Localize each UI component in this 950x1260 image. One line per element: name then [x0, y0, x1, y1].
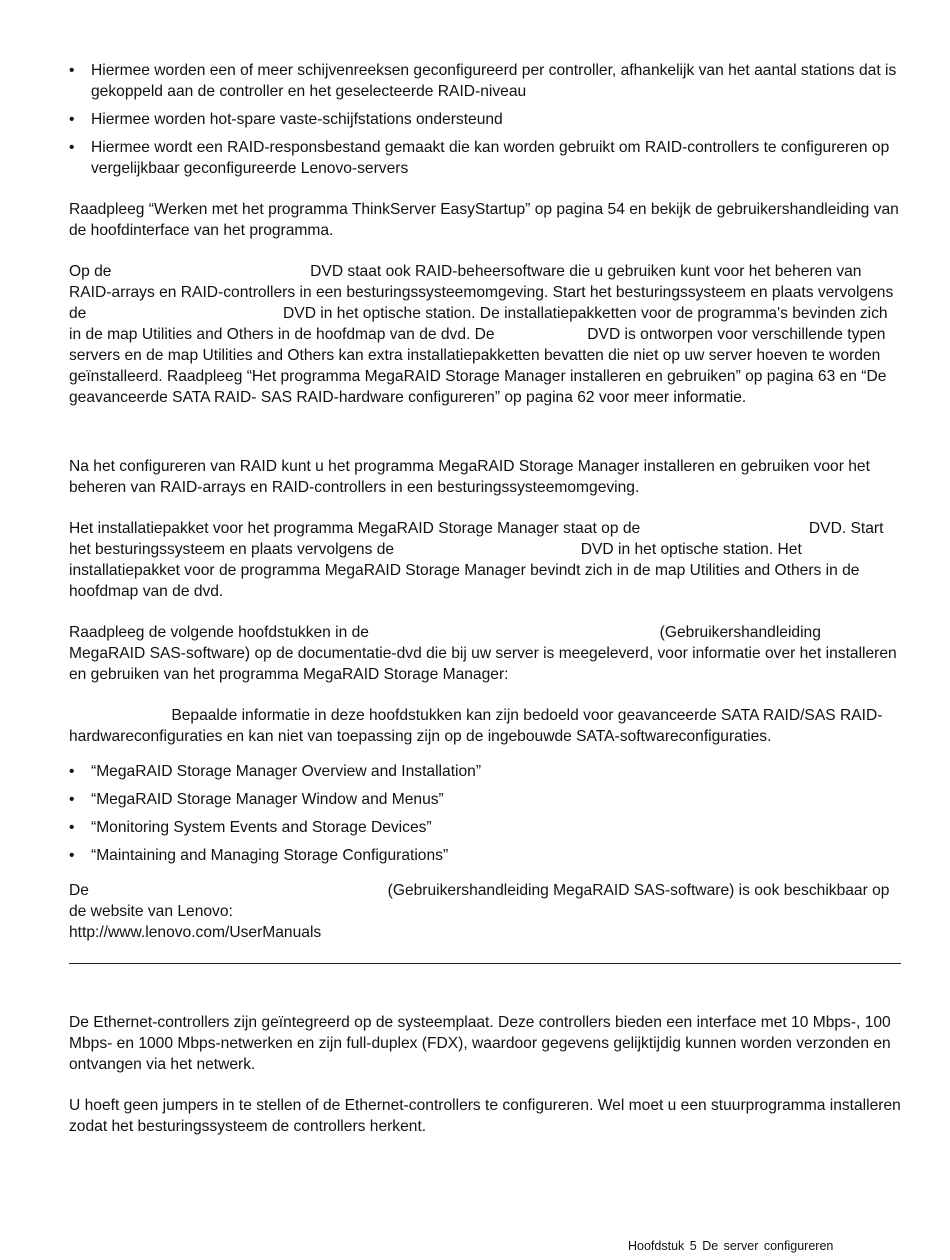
bullet-icon: •: [69, 819, 75, 836]
footer-title: De server configureren: [702, 1239, 834, 1253]
list-item: [69, 817, 901, 838]
user-manuals-url: http://www.lenovo.com/UserManuals: [69, 924, 322, 941]
list-item: [69, 109, 901, 130]
list-item: [69, 789, 901, 810]
list-item-text: “MegaRAID Storage Manager Overview and Installation”: [91, 763, 482, 780]
list-item-text: Hiermee worden hot-spare vaste-schijfstations ondersteund: [91, 111, 503, 128]
list-item-text: “Maintaining and Managing Storage Configurations”: [91, 847, 449, 864]
list-item: [69, 761, 901, 782]
bullet-icon: •: [69, 111, 75, 128]
bullet-icon: •: [69, 139, 75, 156]
list-item-text: “Monitoring System Events and Storage Devices”: [91, 819, 432, 836]
bullet-icon: •: [69, 62, 75, 79]
list-item-text: Hiermee worden een of meer schijvenreeksen geconfigureerd per controller, afhankelijk van het aantal stations dat is gekoppeld aan de controller en het geselecteerde RAID-niveau: [91, 62, 897, 100]
list-item-text: Hiermee wordt een RAID-responsbestand gemaakt die kan worden gebruikt om RAID-controllers te configureren op vergelijkbaar geconfigureerde Lenovo-servers: [91, 139, 890, 177]
intro-bullet-list: [69, 60, 901, 179]
section-divider: [69, 963, 901, 964]
paragraph-chapters-reference: Raadpleeg de volgende hoofdstukken in de (Gebruikershandleiding MegaRAID SAS-software) op de documentatie-dvd die bij uw server is meegeleverd, voor informatie over het installeren en gebruiken van het programma MegaRAID Storage Manager:: [69, 624, 897, 683]
paragraph-megaraid-intro: Na het configureren van RAID kunt u het programma MegaRAID Storage Manager installeren en gebruiken voor het beheren van RAID-arrays en RAID-controllers in een besturingssysteemomgeving.: [69, 458, 870, 496]
paragraph-raid-software: Op de DVD staat ook RAID-beheersoftware die u gebruiken kunt voor het beheren van RAID-arrays en RAID-controllers in een besturingssysteemomgeving. Start het besturingssysteem en plaats vervolgens de DVD in het optische station. De installatiepakketten voor de programma's bevinden zich in de map Utilities and Others in de hoofdmap van de dvd. De DVD is ontworpen voor verschillende typen servers en de map Utilities and Others kan extra installatiepakketten bevatten die niet op uw server hoeven te worden geïnstalleerd. Raadpleeg “Het programma MegaRAID Storage Manager installeren en gebruiken” op pagina 63 en “De geavanceerde SATA RAID- SAS RAID-hardware configureren” op pagina 62 voor meer informatie.: [69, 263, 894, 406]
bullet-icon: •: [69, 763, 75, 780]
page-footer: [628, 1238, 833, 1254]
document-page: [69, 60, 901, 1137]
paragraph-megaraid-package: Het installatiepakket voor het programma MegaRAID Storage Manager staat op de DVD. Start het besturingssysteem en plaats vervolgens de DVD in het optische station. Het installatiepakket voor de programma MegaRAID Storage Manager bevindt zich in de map Utilities and Others in de hoofdmap van de dvd.: [69, 520, 884, 600]
paragraph-website-availability: De (Gebruikershandleiding MegaRAID SAS-software) is ook beschikbaar op de website van Lenovo: http://www.lenovo.com/UserManuals: [69, 882, 890, 941]
footer-chapter: Hoofdstuk 5: [628, 1239, 697, 1253]
paragraph-ethernet-driver: U hoeft geen jumpers in te stellen of de Ethernet-controllers te configureren. Wel moet u een stuurprogramma installeren zodat het besturingssysteem de controllers herkent.: [69, 1097, 901, 1135]
note-paragraph: Bepaalde informatie in deze hoofdstukken kan zijn bedoeld voor geavanceerde SATA RAID/SAS RAID-hardwareconfiguraties en kan niet van toepassing zijn op de ingebouwde SATA-softwareconfiguraties.: [69, 707, 883, 745]
paragraph-ethernet-controllers: De Ethernet-controllers zijn geïntegreerd op de systeemplaat. Deze controllers bieden een interface met 10 Mbps-, 100 Mbps- en 1000 Mbps-netwerken en zijn full-duplex (FDX), waardoor gegevens gelijktijdig kunnen worden verzonden en ontvangen via het netwerk.: [69, 1014, 891, 1073]
list-item: [69, 137, 901, 179]
bullet-icon: •: [69, 791, 75, 808]
bullet-icon: •: [69, 847, 75, 864]
list-item: [69, 60, 901, 102]
list-item-text: “MegaRAID Storage Manager Window and Menus”: [91, 791, 444, 808]
chapter-bullet-list: [69, 761, 901, 866]
list-item: [69, 845, 901, 866]
paragraph-easystartup-reference: Raadpleeg “Werken met het programma ThinkServer EasyStartup” op pagina 54 en bekijk de gebruikershandleiding van de hoofdinterface van het programma.: [69, 201, 899, 239]
